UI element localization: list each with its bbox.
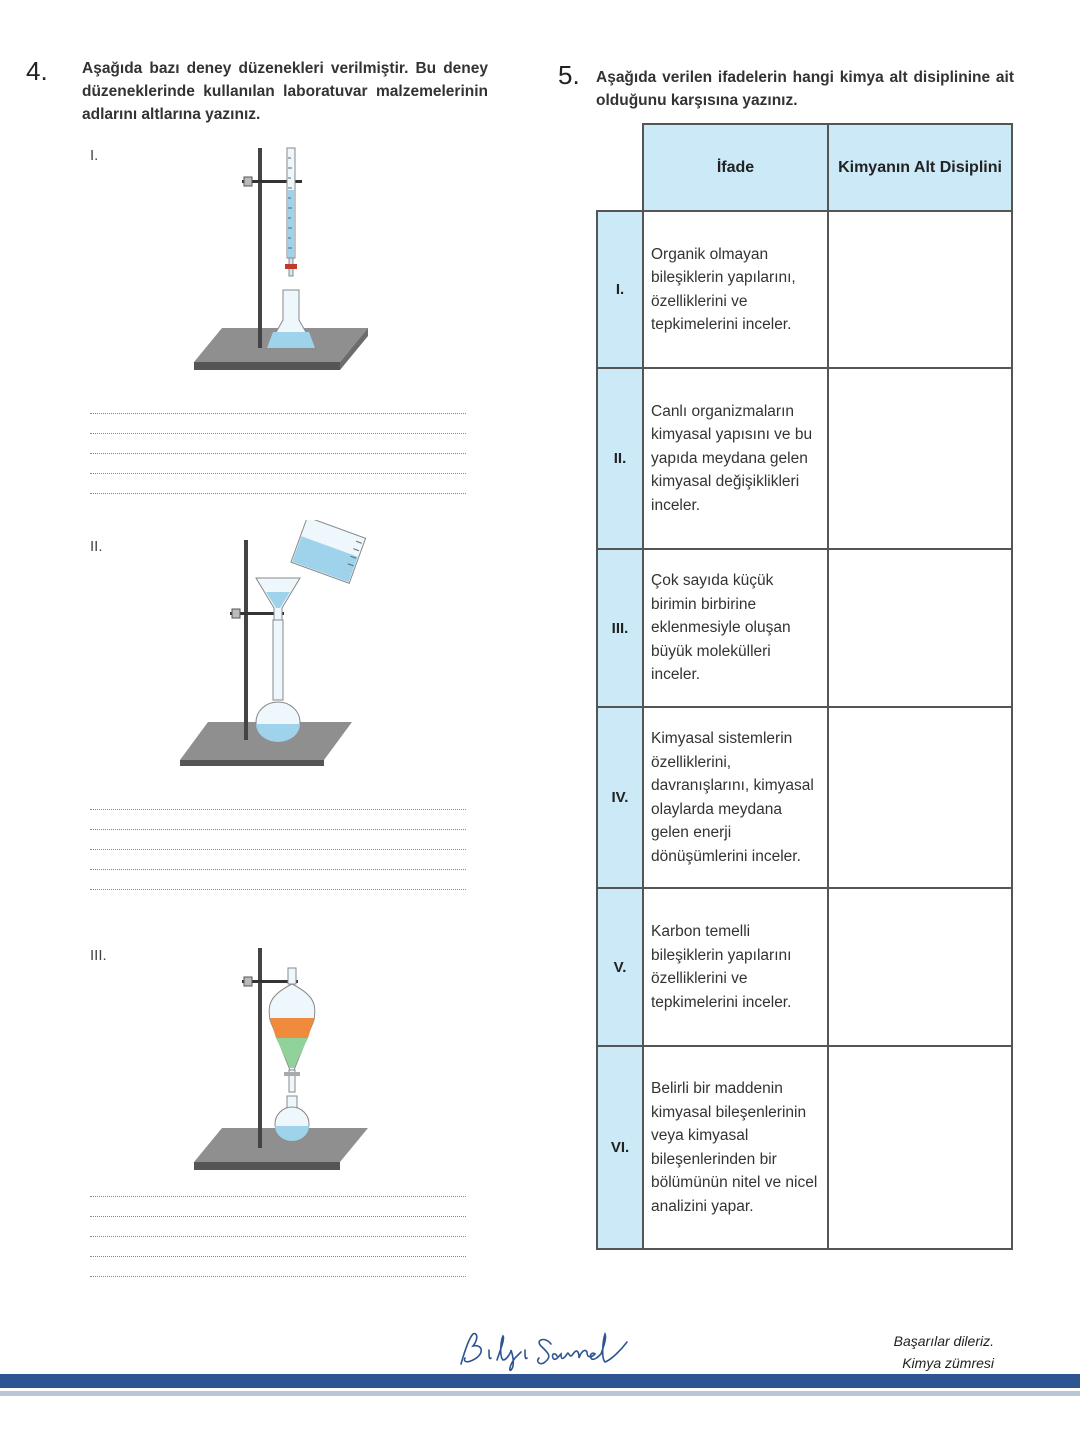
row-number: II.	[597, 368, 643, 549]
row-statement: Karbon temelli bileşiklerin yapılarını özelliklerini ve tepkimelerini inceler.	[643, 888, 828, 1046]
footer-team: Kimya zümresi	[902, 1355, 994, 1371]
row-number: V.	[597, 888, 643, 1046]
discipline-table	[596, 123, 1013, 1250]
question-5-number: 5.	[558, 60, 580, 90]
setup-3-label: III.	[90, 947, 107, 964]
answer-cell[interactable]	[828, 1046, 1012, 1249]
setup-2-label: II.	[90, 538, 103, 555]
row-number: VI.	[597, 1046, 643, 1249]
burette-titration-setup-illustration	[190, 140, 375, 375]
question-4-number: 4.	[26, 56, 48, 86]
row-statement: Organik olmayan bileşiklerin yapılarını, özelliklerini ve tepkimelerini inceler.	[643, 211, 828, 368]
answer-cell[interactable]	[828, 368, 1012, 549]
answer-lines-setup-3[interactable]	[90, 1177, 466, 1277]
row-statement: Kimyasal sistemlerin özelliklerini, davranışlarını, kimyasal olaylarda meydana gelen enerji dönüşümlerini inceler.	[643, 707, 828, 888]
row-statement: Belirli bir maddenin kimyasal bileşenlerinin veya kimyasal bileşenlerinden bir bölümünün nitel ve nicel analizini yapar.	[643, 1046, 828, 1249]
answer-lines-setup-1[interactable]	[90, 394, 466, 494]
row-number: IV.	[597, 707, 643, 888]
header-discipline: Kimyanın Alt Disiplini	[828, 124, 1012, 211]
answer-lines-setup-2[interactable]	[90, 790, 466, 890]
table-row	[597, 211, 1012, 368]
setup-1-label: I.	[90, 147, 99, 164]
row-number: I.	[597, 211, 643, 368]
table-row	[597, 368, 1012, 549]
question-4-text: Aşağıda bazı deney düzenekleri verilmiştir. Bu deney düzeneklerinde kullanılan laboratuvar malzemelerinin adlarını altlarına yazınız.	[82, 60, 488, 123]
signature-logo	[455, 1330, 635, 1374]
row-statement: Çok sayıda küçük birimin birbirine eklenmesiyle oluşan büyük molekülleri inceler.	[643, 549, 828, 707]
header-statement: İfade	[643, 124, 828, 211]
table-row	[597, 888, 1012, 1046]
row-statement: Canlı organizmaların kimyasal yapısını ve bu yapıda meydana gelen kimyasal değişiklikleri inceler.	[643, 368, 828, 549]
separatory-funnel-setup-illustration	[190, 940, 375, 1175]
table-row	[597, 549, 1012, 707]
funnel-volumetric-flask-setup-illustration	[176, 520, 376, 768]
table-row	[597, 707, 1012, 888]
answer-cell[interactable]	[828, 549, 1012, 707]
table-row	[597, 1046, 1012, 1249]
footer-wish: Başarılar dileriz.	[893, 1333, 994, 1349]
question-5-text: Aşağıda verilen ifadelerin hangi kimya alt disiplinine ait olduğunu karşısına yazınız.	[596, 69, 1014, 109]
answer-cell[interactable]	[828, 707, 1012, 888]
answer-cell[interactable]	[828, 888, 1012, 1046]
footer-bar	[0, 1374, 1080, 1388]
footer-bar-thin	[0, 1391, 1080, 1396]
answer-cell[interactable]	[828, 211, 1012, 368]
row-number: III.	[597, 549, 643, 707]
